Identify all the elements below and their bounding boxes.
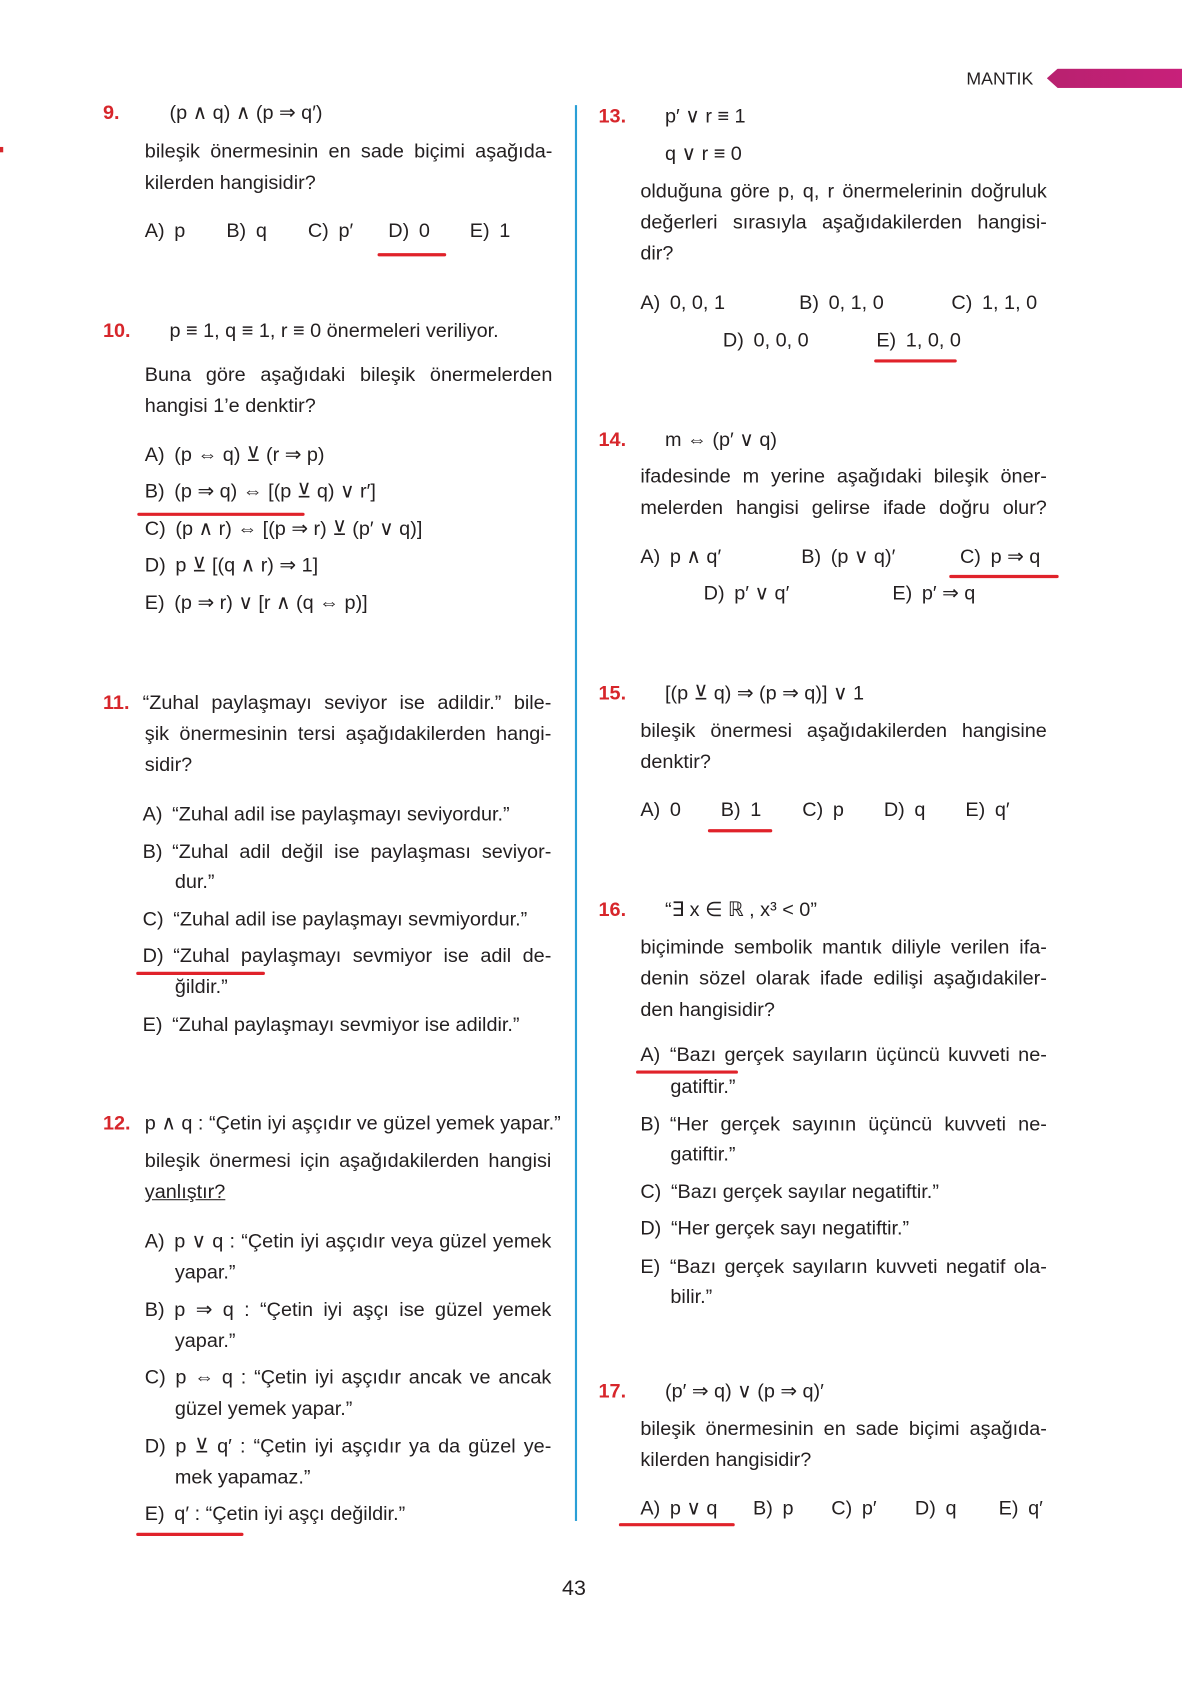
option-label: A) — [144, 218, 165, 242]
question-stem-line: olduğuna göre p, q, r önermelerinin doğruluk — [640, 179, 1047, 202]
question-stem-line: m ⇔ (p′ ∨ q) — [665, 427, 777, 451]
page-number: 43 — [562, 1576, 586, 1601]
section-title: MANTIK — [966, 69, 1034, 90]
answer-mark-underline — [136, 972, 265, 975]
answer-option-a[interactable] — [143, 802, 510, 826]
option-label: E) — [469, 218, 490, 242]
option-text: (p ⇒ r) ∨ [r ∧ (q ⇔ p)] — [174, 591, 368, 614]
question-stem-line: sidir? — [144, 752, 193, 776]
option-text: (p ⇔ q) ⊻ (r ⇒ p) — [174, 442, 325, 466]
answer-option-c[interactable] — [308, 219, 353, 243]
answer-option-d[interactable] — [884, 798, 926, 822]
option-label: B) — [144, 1297, 165, 1321]
option-text: “Zuhal adil ise paylaşmayı seviyordur.” — [172, 802, 510, 825]
question-number: 11. — [102, 690, 130, 714]
option-text-continuation: yapar.” — [174, 1260, 236, 1283]
option-label: E) — [142, 1012, 163, 1036]
option-label: B) — [144, 479, 165, 502]
option-label: E) — [144, 591, 165, 614]
option-text: 0, 0, 0 — [753, 328, 809, 351]
question-stem-line: “∃ x ∈ ℝ , x³ < 0” — [665, 897, 817, 921]
option-label: A) — [640, 1042, 661, 1066]
question-number: 16. — [598, 897, 627, 921]
answer-mark-underline — [619, 1523, 735, 1526]
option-text: 0, 1, 0 — [828, 290, 884, 314]
question-stem-line: bileşik önermesi aşağıdakilerden hangisine — [640, 718, 1047, 742]
option-text: p′ ⇒ q — [921, 581, 976, 604]
option-text: 1 — [499, 218, 511, 242]
option-label: C) — [959, 544, 981, 568]
question-stem-line: denktir? — [640, 749, 711, 773]
question-stem-line: q ∨ r ≡ 0 — [665, 141, 742, 165]
option-label: E) — [965, 798, 986, 821]
answer-option-a[interactable] — [640, 545, 721, 569]
option-label: A) — [640, 544, 661, 568]
question-stem-line: denin sözel olarak ifade edilişi aşağıdakiler- — [640, 966, 1047, 989]
question-stem-line: (p′ ⇒ q) ∨ (p ⇒ q)′ — [665, 1379, 824, 1402]
answer-option-c[interactable] — [145, 517, 423, 541]
answer-option-e[interactable] — [999, 1496, 1043, 1520]
option-text-continuation: dur.” — [174, 869, 215, 893]
answer-option-d[interactable] — [388, 219, 430, 243]
answer-mark-underline — [874, 359, 957, 362]
question-stem-line: “Zuhal paylaşmayı seviyor ise adildir.” bile- — [142, 690, 552, 714]
answer-option-d[interactable] — [915, 1496, 957, 1520]
option-text: (p ∧ r) ⇔ [(p ⇒ r) ⊻ (p′ ∨ q)] — [175, 516, 423, 540]
answer-option-b[interactable] — [226, 219, 267, 243]
answer-option-e[interactable] — [892, 581, 975, 605]
answer-option-e[interactable] — [145, 1502, 405, 1526]
option-label: A) — [144, 1229, 165, 1252]
option-text: p′ ∨ q′ — [734, 581, 790, 604]
answer-option-c[interactable] — [640, 1180, 939, 1204]
option-text: p — [174, 218, 186, 242]
option-text-continuation: güzel yemek yapar.” — [174, 1396, 353, 1420]
option-label: C) — [144, 1365, 166, 1388]
answer-option-d[interactable] — [723, 328, 809, 352]
answer-option-d[interactable] — [145, 1434, 552, 1458]
answer-mark-underline — [378, 253, 447, 256]
option-text: 1, 0, 0 — [905, 328, 961, 351]
option-label: D) — [144, 1434, 166, 1457]
margin-mark — [0, 147, 3, 152]
option-label: D) — [142, 943, 164, 967]
option-label: B) — [720, 798, 741, 821]
option-text: q′ — [1028, 1496, 1043, 1519]
question-stem-line: kilerden hangisidir? — [144, 170, 316, 194]
option-text: “Zuhal adil değil ise paylaşması seviyor- — [172, 839, 552, 863]
option-label: C) — [144, 516, 166, 540]
option-text: “Her gerçek sayının üçüncü kuvveti ne- — [669, 1112, 1047, 1135]
answer-option-b[interactable] — [801, 545, 895, 569]
option-text: q — [945, 1496, 957, 1519]
answer-option-c[interactable] — [143, 907, 528, 931]
option-text: “Zuhal paylaşmayı sevmiyor ise adil de- — [173, 943, 552, 967]
answer-option-b[interactable] — [145, 479, 376, 503]
option-text: p′ — [338, 218, 354, 242]
option-label: B) — [640, 1112, 661, 1135]
option-label: E) — [640, 1254, 661, 1278]
option-label: D) — [388, 218, 410, 242]
option-text: 1, 1, 0 — [981, 290, 1038, 314]
answer-mark-underline — [708, 829, 772, 832]
option-text: “Her gerçek sayı negatiftir.” — [670, 1216, 910, 1239]
option-label: C) — [307, 218, 329, 242]
answer-option-c[interactable] — [951, 291, 1037, 315]
option-label: A) — [640, 290, 661, 314]
option-label: A) — [142, 802, 163, 825]
question-stem-line: değerleri sırasıyla aşağıdakilerden hangisi- — [640, 210, 1047, 233]
question-number: 13. — [598, 104, 627, 127]
question-stem-line: Buna göre aşağıdaki bileşik önermelerden — [144, 362, 553, 386]
option-label: B) — [142, 839, 163, 863]
answer-option-d[interactable] — [640, 1216, 909, 1240]
option-text: q — [255, 218, 267, 242]
answer-option-c[interactable] — [145, 1365, 552, 1389]
question-stem-line: ifadesinde m yerine aşağıdaki bileşik öner- — [640, 464, 1047, 487]
answer-option-e[interactable] — [143, 1013, 520, 1037]
option-label: B) — [226, 218, 247, 242]
answer-option-b[interactable] — [640, 1112, 1047, 1136]
option-text: q′ : “Çetin iyi aşçı değildir.” — [174, 1501, 406, 1525]
question-stem-line: bileşik önermesinin en sade biçimi aşağıda- — [640, 1416, 1047, 1440]
question-number: 12. — [102, 1111, 131, 1134]
option-text-continuation: mek yapamaz.” — [174, 1465, 311, 1488]
option-text: p ⇔ q : “Çetin iyi aşçıdır ancak ve ancak — [175, 1365, 552, 1388]
option-text-continuation: bilir.” — [670, 1284, 713, 1308]
question-stem-line: bileşik önermesi için aşağıdakilerden hangisi — [144, 1148, 552, 1172]
option-text: “Zuhal adil ise paylaşmayı sevmiyordur.” — [173, 907, 528, 930]
question-stem-line: bileşik önermesinin en sade biçimi aşağıda- — [144, 139, 553, 162]
option-text-continuation: gatiftir.” — [670, 1074, 736, 1098]
answer-option-e[interactable] — [145, 591, 368, 615]
option-label: D) — [883, 798, 905, 821]
answer-option-c[interactable] — [831, 1496, 876, 1520]
option-text: “Bazı gerçek sayıların üçüncü kuvveti ne- — [669, 1042, 1047, 1066]
option-text: p′ — [861, 1496, 877, 1519]
option-label: E) — [892, 581, 913, 604]
question-stem-line: kilerden hangisidir? — [640, 1448, 812, 1471]
answer-option-c[interactable] — [960, 545, 1040, 569]
option-label: A) — [144, 442, 165, 466]
option-text: 1 — [750, 798, 762, 821]
answer-option-a[interactable] — [640, 1496, 717, 1520]
option-label: D) — [144, 553, 166, 576]
option-text: p ⇒ q : “Çetin iyi aşçı ise güzel yemek — [174, 1297, 552, 1321]
question-stem-line: hangisi 1’e denktir? — [144, 393, 316, 417]
option-label: B) — [752, 1496, 773, 1519]
answer-option-d[interactable] — [145, 553, 318, 577]
question-stem-line: p′ ∨ r ≡ 1 — [665, 104, 746, 127]
option-label: D) — [722, 328, 744, 351]
answer-option-b[interactable] — [145, 1298, 552, 1322]
question-stem-line: dir? — [640, 241, 674, 264]
answer-option-c[interactable] — [802, 798, 844, 822]
answer-option-e[interactable] — [965, 798, 1009, 822]
question-stem-line: biçiminde sembolik mantık diliyle verilen ifa- — [640, 935, 1047, 958]
answer-option-a[interactable] — [145, 219, 186, 243]
answer-option-b[interactable] — [143, 840, 552, 864]
option-text: p ∨ q : “Çetin iyi aşçıdır veya güzel yemek — [174, 1229, 552, 1252]
question-stem-line: [(p ⊻ q) ⇒ (p ⇒ q)] ∨ 1 — [665, 681, 865, 704]
option-label: B) — [799, 290, 819, 314]
option-label: E) — [876, 328, 897, 351]
answer-mark-underline — [636, 1070, 738, 1073]
option-label: D) — [640, 1216, 662, 1239]
option-text: “Zuhal paylaşmayı sevmiyor ise adildir.” — [172, 1012, 520, 1036]
question-number: 17. — [598, 1379, 627, 1402]
question-number: 14. — [598, 427, 627, 451]
option-label: C) — [142, 907, 164, 930]
answer-option-b[interactable] — [753, 1496, 794, 1520]
question-stem-line: p ≡ 1, q ≡ 1, r ≡ 0 önermeleri veriliyor. — [169, 318, 499, 342]
answer-mark-underline — [949, 575, 1058, 578]
option-text-continuation: gatiftir.” — [670, 1142, 736, 1165]
option-text-continuation: yapar.” — [174, 1328, 236, 1352]
option-label: D) — [914, 1496, 936, 1519]
option-text: p — [782, 1496, 794, 1519]
answer-option-e[interactable] — [876, 328, 961, 352]
question-stem-line: melerden hangisi gelirse ifade doğru olur? — [640, 495, 1047, 519]
option-text: p ∧ q′ — [669, 544, 722, 568]
option-label: C) — [640, 1179, 662, 1203]
answer-option-e[interactable] — [640, 1255, 1047, 1279]
answer-option-b[interactable] — [721, 798, 762, 822]
answer-option-d[interactable] — [704, 581, 790, 605]
question-stem-line: p ∧ q : “Çetin iyi aşçıdır ve güzel yemek yapar.” — [144, 1111, 561, 1134]
option-label: C) — [802, 798, 824, 821]
question-stem-line: (p ∧ q) ∧ (p ⇒ q′) — [169, 100, 323, 124]
answer-option-d[interactable] — [143, 944, 552, 968]
option-label: D) — [703, 581, 725, 604]
option-label: A) — [640, 1496, 661, 1519]
answer-option-a[interactable] — [640, 291, 725, 315]
option-text: p ⊻ [(q ∧ r) ⇒ 1] — [175, 553, 319, 576]
answer-option-a[interactable] — [145, 443, 325, 467]
option-label: E) — [144, 1501, 165, 1525]
option-text: p ∨ q — [669, 1496, 718, 1519]
answer-mark-underline — [136, 1533, 243, 1536]
option-text: q — [914, 798, 926, 821]
option-text: 0 — [669, 798, 681, 821]
option-text: (p ⇒ q) ⇔ [(p ⊻ q) ∨ r′] — [174, 479, 376, 502]
option-text: 0 — [418, 218, 430, 242]
column-divider — [575, 105, 577, 1521]
answer-option-e[interactable] — [470, 219, 511, 243]
answer-option-a[interactable] — [640, 1043, 1047, 1067]
section-tab-decoration — [1047, 69, 1182, 88]
question-number: 9. — [102, 100, 120, 124]
option-text: “Bazı gerçek sayılar negatiftir.” — [670, 1179, 939, 1203]
answer-option-a[interactable] — [145, 1229, 552, 1253]
option-text-continuation: ğildir.” — [174, 974, 228, 998]
answer-option-a[interactable] — [640, 798, 681, 822]
option-text: p ⊻ q′ : “Çetin iyi aşçıdır ya da güzel ye- — [175, 1434, 552, 1457]
option-text: q′ — [994, 798, 1010, 821]
question-number: 10. — [102, 318, 131, 342]
option-text: 0, 0, 1 — [669, 290, 726, 314]
option-text: “Bazı gerçek sayıların kuvveti negatif ola- — [669, 1254, 1047, 1278]
option-text: p — [832, 798, 844, 821]
question-stem-line: den hangisidir? — [640, 997, 775, 1021]
question-stem-line: yanlıştır? — [144, 1179, 226, 1203]
option-label: C) — [831, 1496, 853, 1519]
question-stem-line: şik önermesinin tersi aşağıdakilerden hangi- — [144, 721, 552, 745]
option-label: E) — [998, 1496, 1019, 1519]
question-number: 15. — [598, 681, 627, 704]
option-label: A) — [640, 798, 661, 821]
option-text: p ⇒ q — [990, 544, 1041, 568]
option-label: C) — [951, 290, 973, 314]
option-text: (p ∨ q)′ — [830, 544, 896, 568]
answer-option-b[interactable] — [799, 291, 884, 315]
answer-mark-underline — [137, 513, 304, 516]
option-label: B) — [801, 544, 822, 568]
